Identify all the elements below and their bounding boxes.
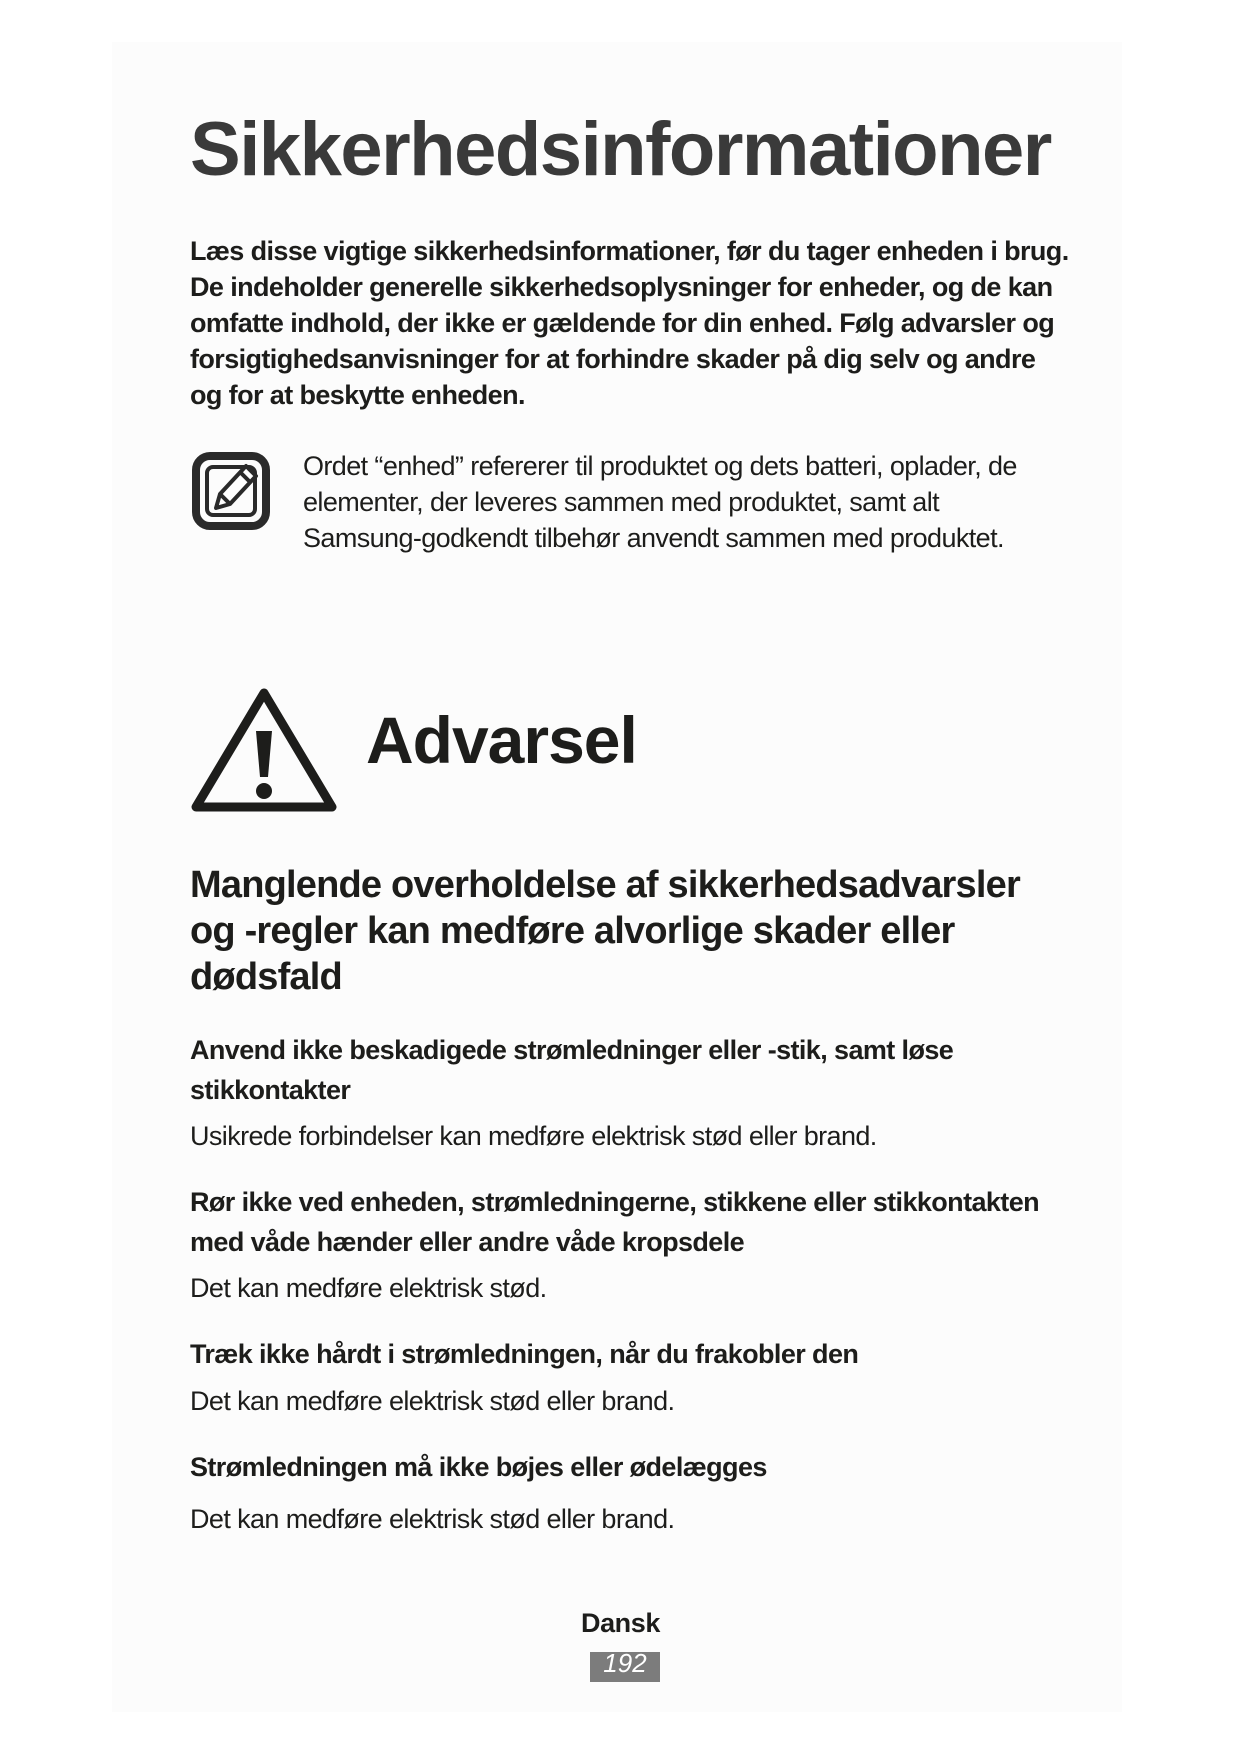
warning-title: Advarsel — [366, 703, 637, 777]
footer-language: Dansk — [580, 1608, 661, 1638]
section-heading: Manglende overholdelse af sikkerhedsadvarsler og -regler kan medføre alvorlige skader eller dødsfald — [190, 864, 1020, 998]
page-title: Sikkerhedsinformationer — [190, 107, 1051, 192]
warning-triangle-icon — [190, 685, 338, 815]
item-body: Usikrede forbindelser kan medføre elektrisk stød eller brand. — [190, 1121, 877, 1151]
page-number: 192 — [590, 1652, 660, 1682]
item-title: Rør ikke ved enheden, strømledningerne, stikkene eller stikkontakten med våde hænder eller andre våde kropsdele — [190, 1187, 1040, 1257]
warning-header — [190, 685, 1070, 815]
intro-paragraph: Læs disse vigtige sikkerhedsinformationer, før du tager enheden i brug. De indeholder generelle sikkerhedsoplysninger for enheder, og de kan omfatte indhold, der ikke er gældende for din enhed. Følg advarsler og forsigtighedsanvisninger for at forhindre skader på dig selv og andre og for at beskytte enheden. — [190, 236, 1069, 410]
note-text: Ordet “enhed” refererer til produktet og dets batteri, oplader, de elementer, der leveres sammen med produktet, samt alt Samsung-godkendt tilbehør anvendt sammen med produktet. — [303, 451, 1017, 553]
item-body: Det kan medføre elektrisk stød eller brand. — [190, 1386, 675, 1416]
item-title: Træk ikke hårdt i strømledningen, når du frakobler den — [190, 1339, 859, 1369]
item-body: Det kan medføre elektrisk stød eller brand. — [190, 1504, 675, 1534]
note-block — [190, 448, 1070, 588]
item-title: Anvend ikke beskadigede strømledninger eller -stik, samt løse stikkontakter — [190, 1035, 954, 1105]
note-pencil-icon — [190, 450, 272, 532]
item-title: Strømledningen må ikke bøjes eller ødelægges — [190, 1452, 767, 1482]
item-body: Det kan medføre elektrisk stød. — [190, 1273, 547, 1303]
